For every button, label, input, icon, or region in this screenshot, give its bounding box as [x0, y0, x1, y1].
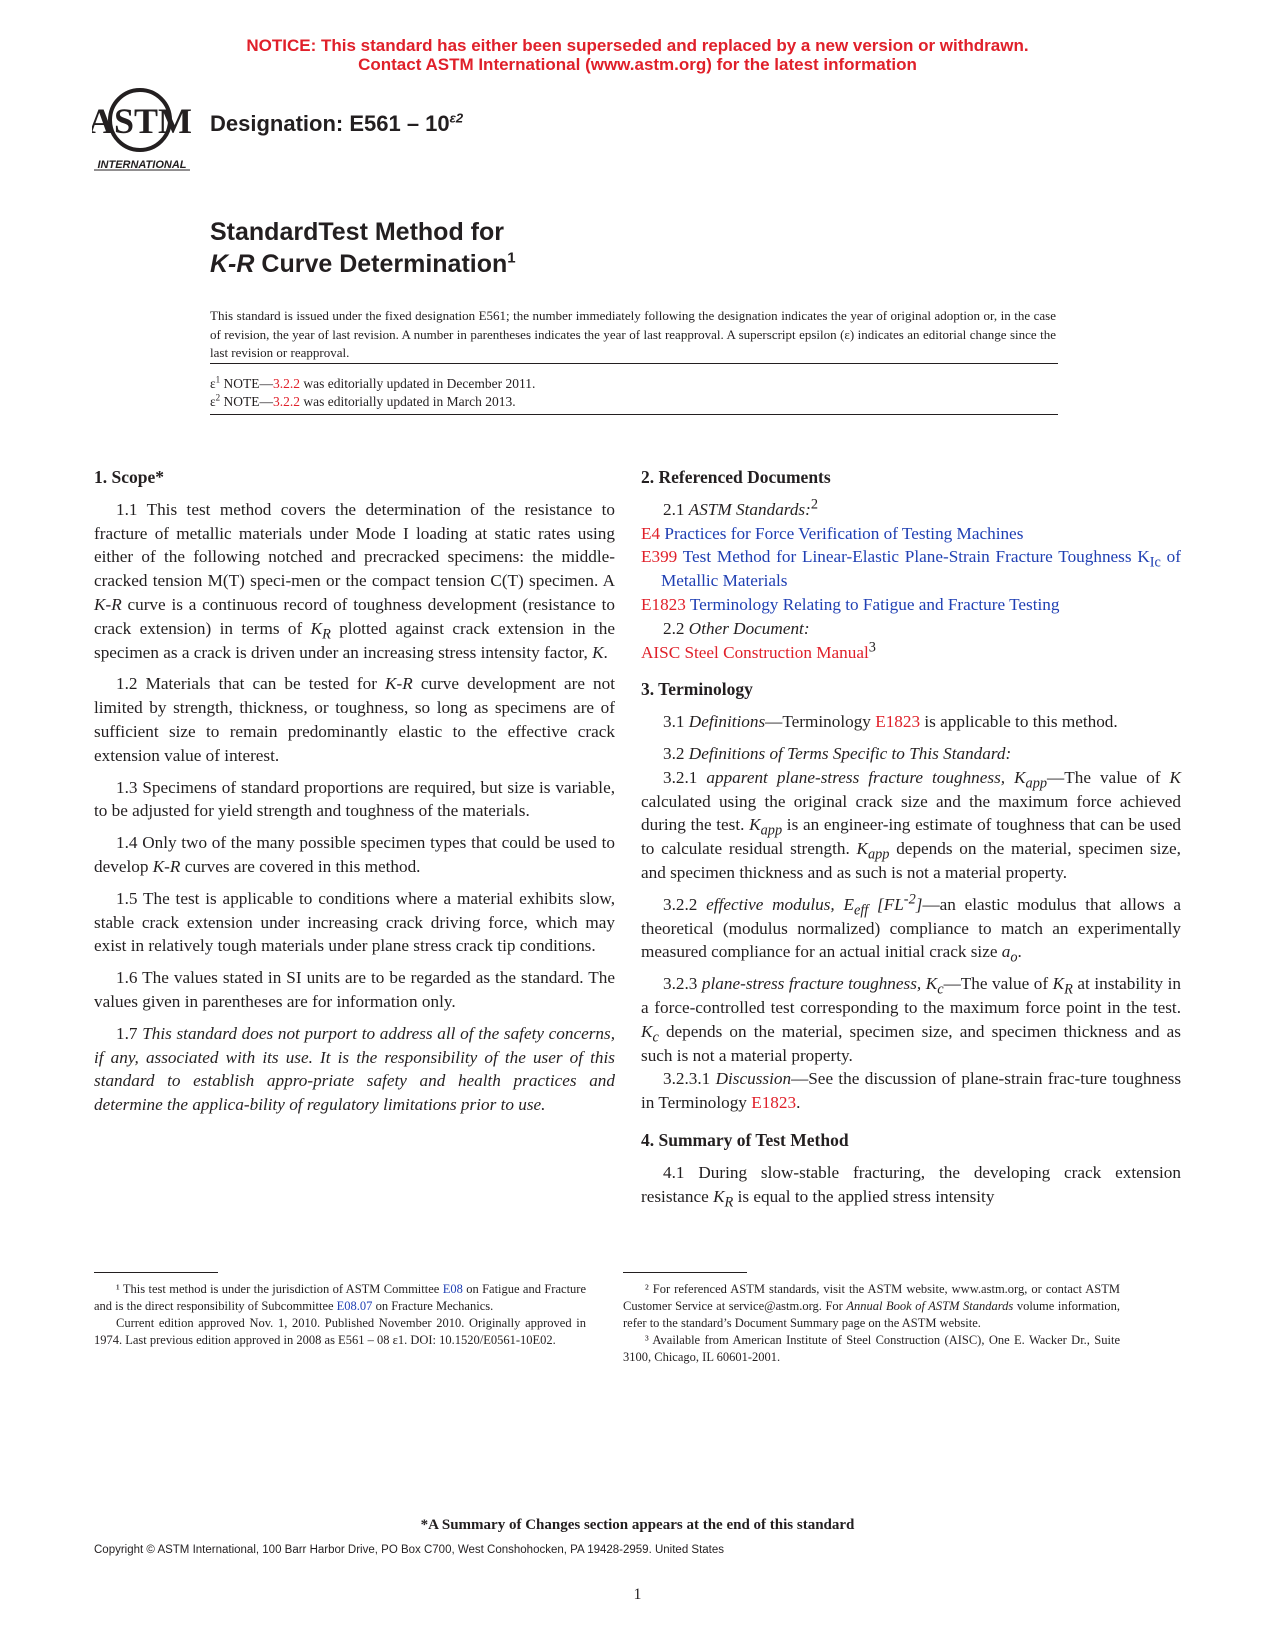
astm-logo: [92, 86, 196, 176]
footnote-edition: Current edition approved Nov. 1, 2010. Published November 2010. Originally approved in 1974. Last previous edition approved in 2008 as E561 – 08 ε1. DOI: 10.1520/E0561-10E02.: [94, 1316, 586, 1347]
footnote-1: ¹ This test method is under the jurisdiction of ASTM Committee E08 on Fatigue and Fracture and is the direct responsibility of Subcommittee E08.07 on Fracture Mechanics.: [94, 1282, 586, 1313]
intro-paragraph: This standard is issued under the fixed designation E561; the number immediately following the designation indicates the year of original adoption or, in the case of revision, the year of last revision. A number in parentheses indicates the year of last reapproval. A superscript epsilon (ε) indicates an editorial change since the last revision or reapproval.: [210, 308, 1056, 360]
paragraph-2-1: 2.1 ASTM Standards:$^2$: [663, 496, 819, 519]
logo-mark: ASTM: [92, 101, 193, 141]
footnotes-right: [623, 1281, 1120, 1366]
section-heading: 3. Terminology: [641, 679, 753, 700]
right-column: [641, 466, 1181, 1208]
title-kr: K-R: [210, 250, 255, 278]
paragraph-1-5: 1.5 The test is applicable to conditions where a material exhibits slow, stable crack extension under increasing crack driving force, which may exist in relatively tough materials under plane stress crack tip conditions.: [94, 888, 615, 956]
paragraph-1-2: 1.2 Materials that can be tested for K-R curve development are not limited by strength, thickness, or toughness, so long as specimens are of sufficient size to remain predominantly elastic to the effective crack extension value of interest.: [94, 674, 616, 765]
epsilon-note-2: $\varepsilon^2$ NOTE—3.2.2 was editorially updated in March 2013.: [210, 392, 516, 409]
footnote-rule: [94, 1272, 218, 1273]
footnote-2: ² For referenced ASTM standards, visit the ASTM website, www.astm.org, or contact ASTM Customer Service at service@astm.org. For Annual Book of ASTM Standards volume information, refer to the standard’s Document Summary page on the ASTM website.: [623, 1282, 1120, 1330]
paragraph-1-7: 1.7 This standard does not purport to address all of the safety concerns, if any, associated with its use. It is the responsibility of the user of this standard to establish appro-priate safety and health practices and determine the applica-bility of regulatory limitations prior to use.: [94, 1023, 616, 1115]
paragraph-3-1: 3.1 Definitions—Terminology E1823 is applicable to this method.: [663, 712, 1118, 732]
paragraph-3-2-3-1: 3.2.3.1 Discussion—See the discussion of plane-strain frac-ture toughness in Terminology E1823.: [641, 1069, 1182, 1113]
link-e08-07[interactable]: E08.07: [336, 1299, 373, 1313]
document-title: [210, 216, 516, 280]
logo-text: INTERNATIONAL: [97, 159, 187, 171]
divider: [210, 414, 1058, 415]
section-heading: 1. Scope*: [94, 467, 164, 487]
epsilon-note-1: $\varepsilon^1$ NOTE—3.2.2 was editorially updated in December 2011.: [210, 374, 536, 391]
paragraph-3-2-3: 3.2.3 plane-stress fracture toughness, $K_c—The$ value of $K_R$ at instability in a force-controlled test corresponding to the maximum force point in the test. $K_c$ depends on the material, specimen size, and specimen thickness and as such is not a material property.: [641, 974, 1182, 1065]
notice-line-2: Contact ASTM International (www.astm.org) for the latest information: [358, 55, 917, 74]
paragraph-2-2: 2.2 Other Document:: [663, 618, 810, 638]
title-line-1: StandardTest Method for: [210, 218, 504, 246]
link-e08[interactable]: E08: [442, 1282, 463, 1296]
link-3-2-2[interactable]: 3.2.2: [273, 376, 301, 391]
paragraph-3-2-2: 3.2.2 effective modulus, $E_{eff}$ $[FL^{-2}]—an$ elastic modulus that allows a theoretical (modulus normalized) compliance to match an experimentally measured compliance for an actual initial crack size $a_o$.: [641, 891, 1182, 966]
paragraph-1-6: 1.6 The values stated in SI units are to be regarded as the standard. The values given in parentheses are for information only.: [94, 968, 615, 1011]
designation-epsilon: ε2: [449, 110, 464, 126]
left-column: [94, 466, 615, 1117]
epsilon-notes: [210, 375, 535, 411]
divider: [210, 363, 1058, 364]
link-e1823[interactable]: E1823: [751, 1093, 797, 1113]
paragraph-3-2-1: 3.2.1 apparent plane-stress fracture toughness, $K_{app}—The$ value of K calculated using the original crack size and the maximum force achieved during the test. $K_{app}$ is an engineer-ing estimate of toughness that can be used to calculate residual strength. $K_{app}$ depends on the material, specimen size, and specimen thickness and as such is not a material property.: [641, 767, 1181, 882]
paragraph-1-3: 1.3 Specimens of standard proportions are required, but size is variable, to be adjusted for yield strength and toughness of the materials.: [94, 777, 615, 821]
title-line-2: [210, 248, 516, 280]
summary-of-changes-note: *A Summary of Changes section appears at the end of this standard: [420, 1517, 855, 1533]
paragraph-1-1: 1.1 This test method covers the determination of the resistance to fracture of metallic materials under Mode I loading at static rates using either of the following notched and precracked specimens: the middle-cracked tension M(T) speci-men or the compact tension C(T) specimen. A K-R curve is a continuous record of toughness development (resistance to crack extension) in terms of $K_R$ plotted against crack extension in the specimen as a crack is driven under an increasing stress intensity factor, K.: [94, 499, 615, 662]
designation-label: Designation: E561 – 10: [210, 111, 450, 136]
reference-aisc[interactable]: AISC Steel Construction Manual$^3$: [641, 638, 876, 662]
title-rest: Curve Determination: [254, 250, 508, 278]
link-3-2-2[interactable]: 3.2.2: [273, 394, 301, 409]
footnote-rule: [623, 1272, 747, 1273]
reference-e4[interactable]: E4 Practices for Force Verification of Testing Machines: [641, 523, 1024, 543]
section-heading: 4. Summary of Test Method: [641, 1129, 849, 1150]
paragraph-4-1: 4.1 During slow-stable fracturing, the developing crack extension resistance $K_R$ is equal to the applied stress intensity: [641, 1162, 1181, 1210]
copyright: Copyright © ASTM International, 100 Barr Harbor Drive, PO Box C700, West Conshohocken, PA 19428-2959. United States: [94, 1544, 725, 1556]
footnote-3: ³ Available from American Institute of Steel Construction (AISC), One E. Wacker Dr., Suite 3100, Chicago, IL 60601-2001.: [623, 1333, 1120, 1364]
reference-e399[interactable]: E399 Test Method for Linear-Elastic Plane-Strain Fracture Toughness $K_{Ic}$ of Metallic Materials: [641, 547, 1181, 591]
page-number: 1: [633, 1586, 642, 1603]
section-heading: 2. Referenced Documents: [641, 467, 831, 487]
designation: [210, 111, 463, 137]
footnotes-left: [94, 1281, 586, 1349]
reference-e1823[interactable]: E1823 Terminology Relating to Fatigue and Fracture Testing: [641, 594, 1060, 614]
link-e1823[interactable]: E1823: [875, 712, 921, 732]
title-footnote-ref: 1: [507, 249, 516, 267]
paragraph-1-4: 1.4 Only two of the many possible specimen types that could be used to develop K-R curves are covered in this method.: [94, 833, 615, 876]
paragraph-3-2: 3.2 Definitions of Terms Specific to This Standard:: [663, 743, 1012, 763]
withdrawn-notice: [0, 36, 1275, 74]
notice-line-1: NOTICE: This standard has either been superseded and replaced by a new version or withdrawn.: [246, 36, 1029, 55]
